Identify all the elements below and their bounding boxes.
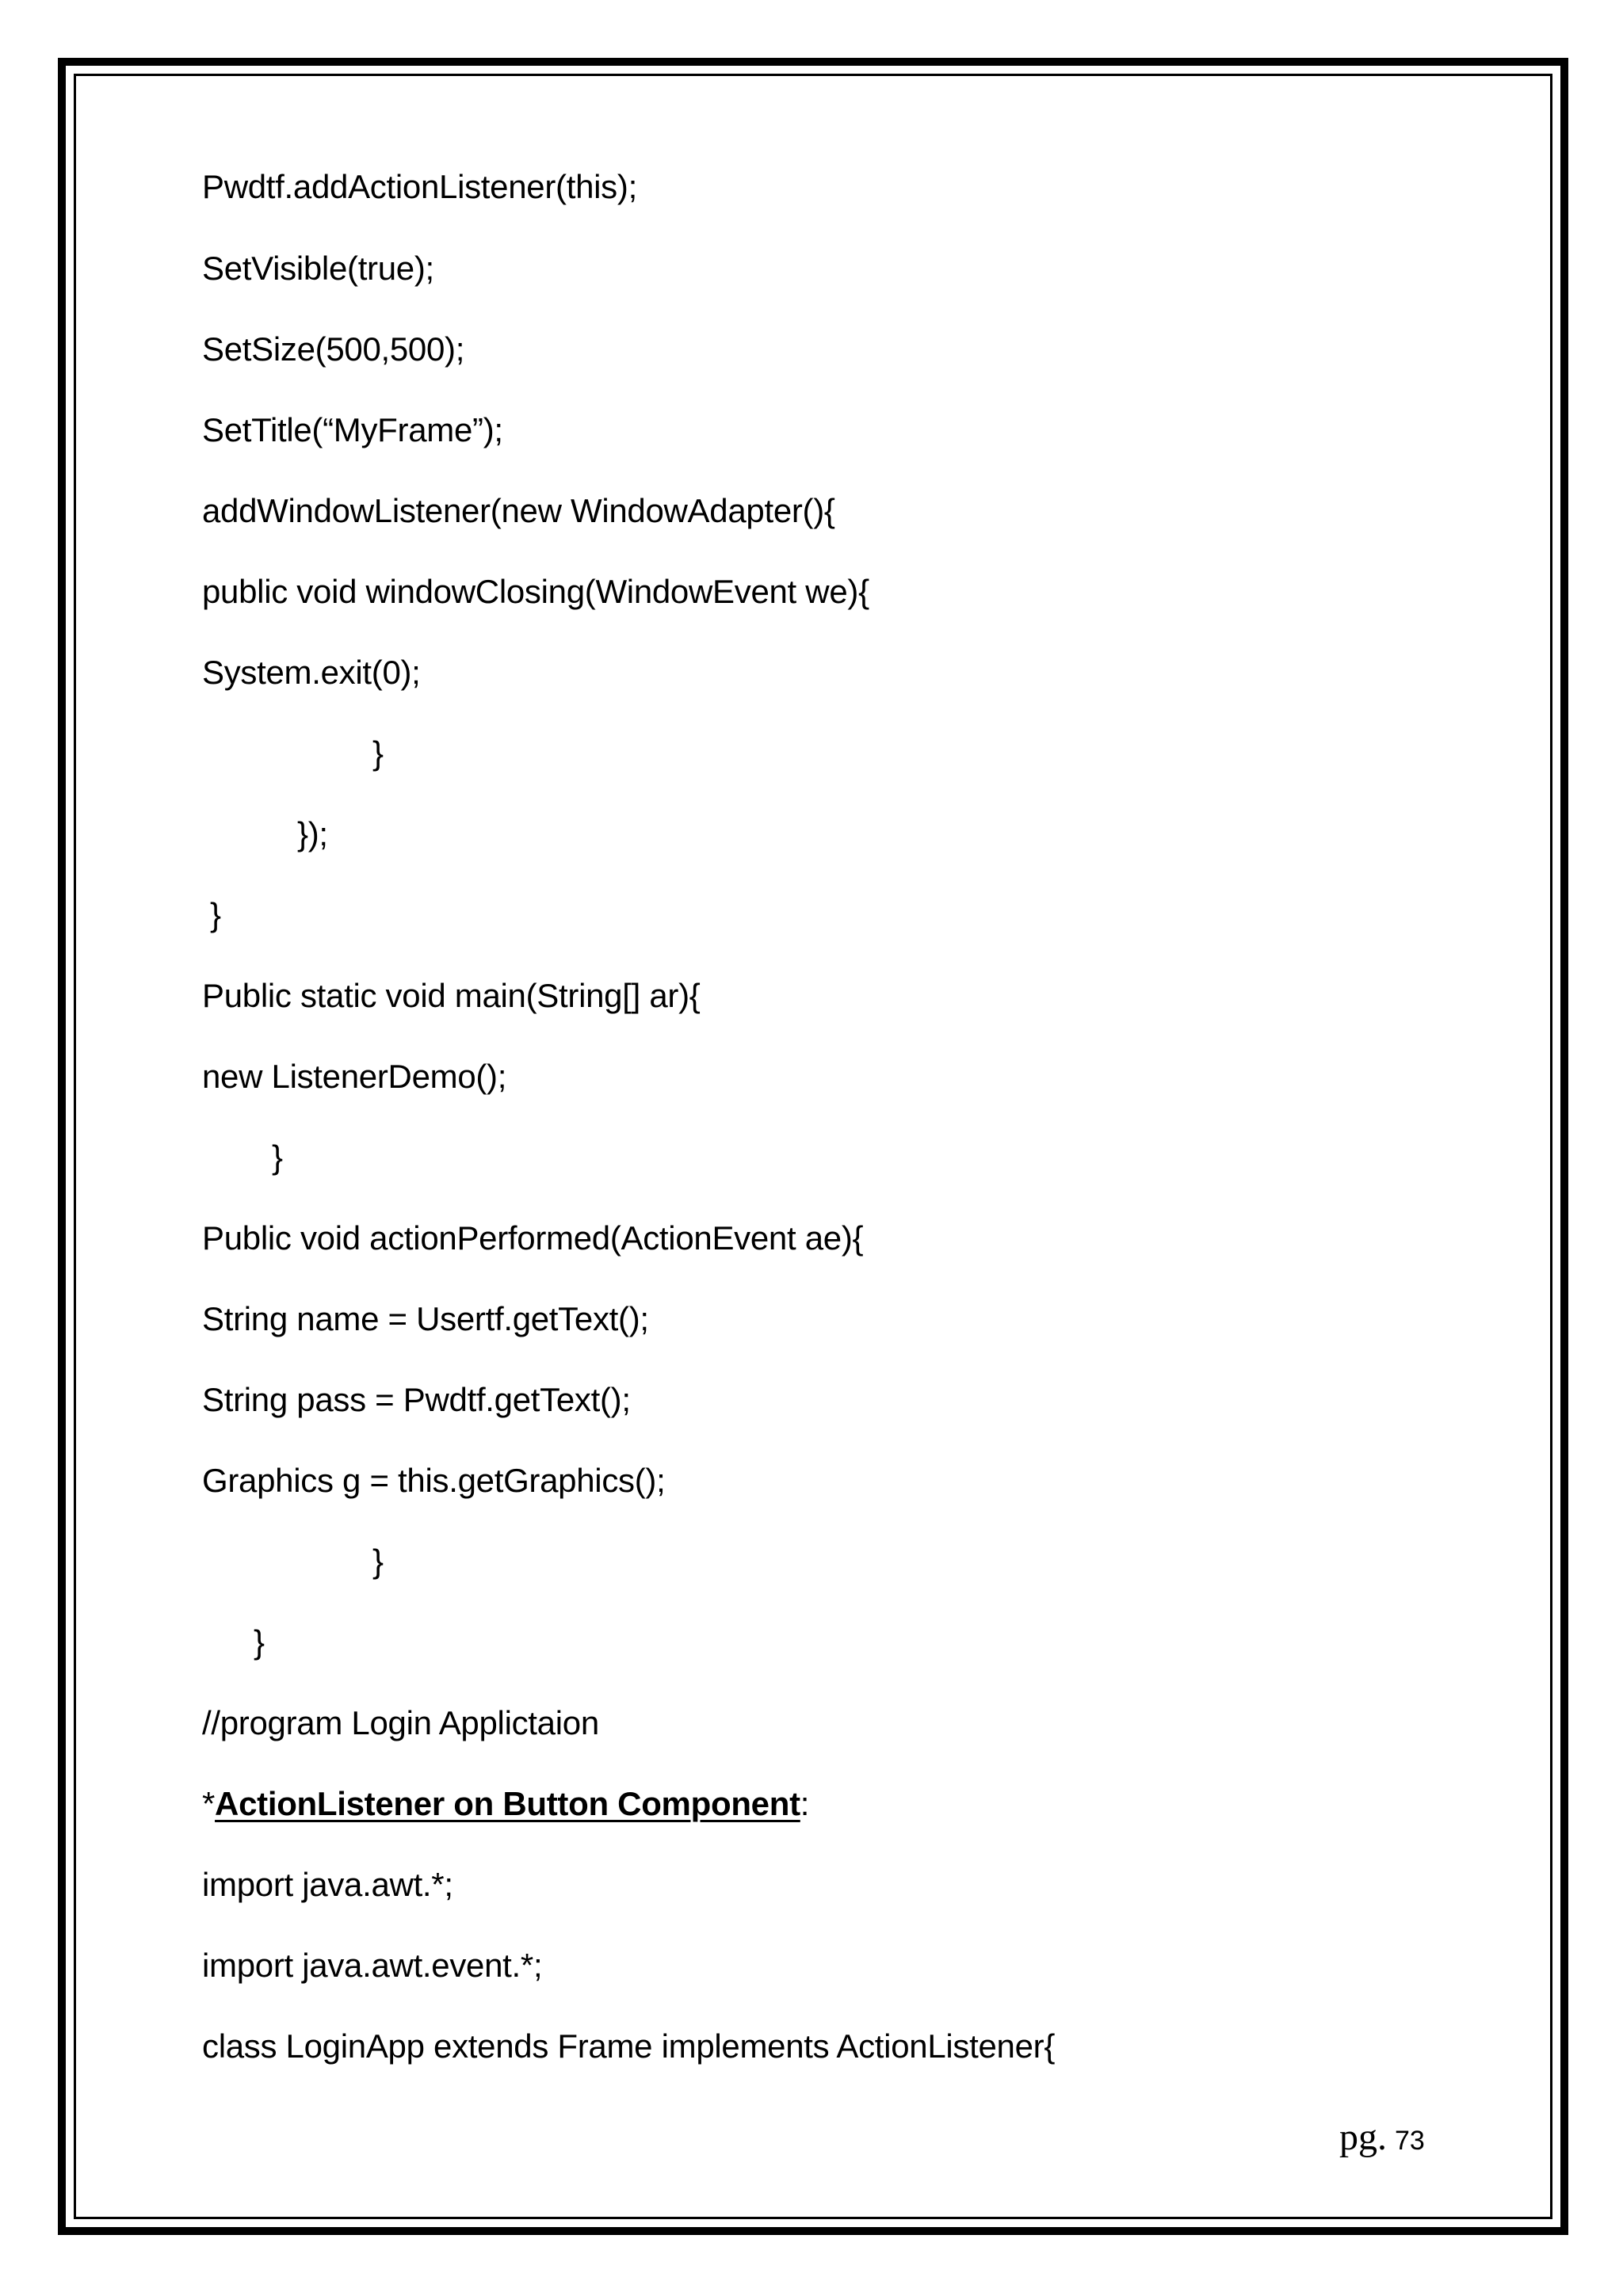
code-line: new ListenerDemo(); (202, 1058, 507, 1095)
code-line: String name = Usertf.getText(); (202, 1300, 649, 1337)
section-heading-line (202, 1783, 809, 1825)
code-line: } (210, 896, 221, 933)
code-line: System.exit(0); (202, 654, 421, 691)
code-line: Public void actionPerformed(ActionEvent ae){ (202, 1219, 864, 1257)
code-line: }); (297, 815, 328, 852)
page-label: pg. (1339, 2116, 1387, 2158)
code-line: import java.awt.*; (202, 1866, 453, 1903)
section-heading: ActionListener on Button Component (215, 1785, 800, 1822)
code-line: public void windowClosing(WindowEvent we){ (202, 573, 869, 610)
code-line: } (372, 1543, 384, 1580)
code-comment: //program Login Applictaion (202, 1704, 599, 1741)
code-line: SetVisible(true); (202, 250, 434, 287)
code-line: String pass = Pwdtf.getText(); (202, 1381, 631, 1418)
code-line: } (372, 734, 384, 772)
code-line: Pwdtf.addActionListener(this); (202, 168, 637, 205)
code-line: class LoginApp extends Frame implements ActionListener{ (202, 2027, 1056, 2065)
code-line: SetTitle(“MyFrame”); (202, 411, 503, 448)
page-number: 73 (1395, 2126, 1425, 2156)
code-line: addWindowListener(new WindowAdapter(){ (202, 492, 835, 529)
code-line: } (254, 1623, 265, 1661)
heading-suffix: : (800, 1785, 810, 1822)
code-line: Public static void main(String[] ar){ (202, 977, 701, 1014)
code-line: Graphics g = this.getGraphics(); (202, 1462, 666, 1499)
heading-prefix: * (202, 1785, 216, 1822)
code-line: SetSize(500,500); (202, 330, 465, 368)
code-line: import java.awt.event.*; (202, 1947, 543, 1984)
page-number-footer (1339, 2115, 1425, 2159)
code-line: } (272, 1138, 283, 1176)
